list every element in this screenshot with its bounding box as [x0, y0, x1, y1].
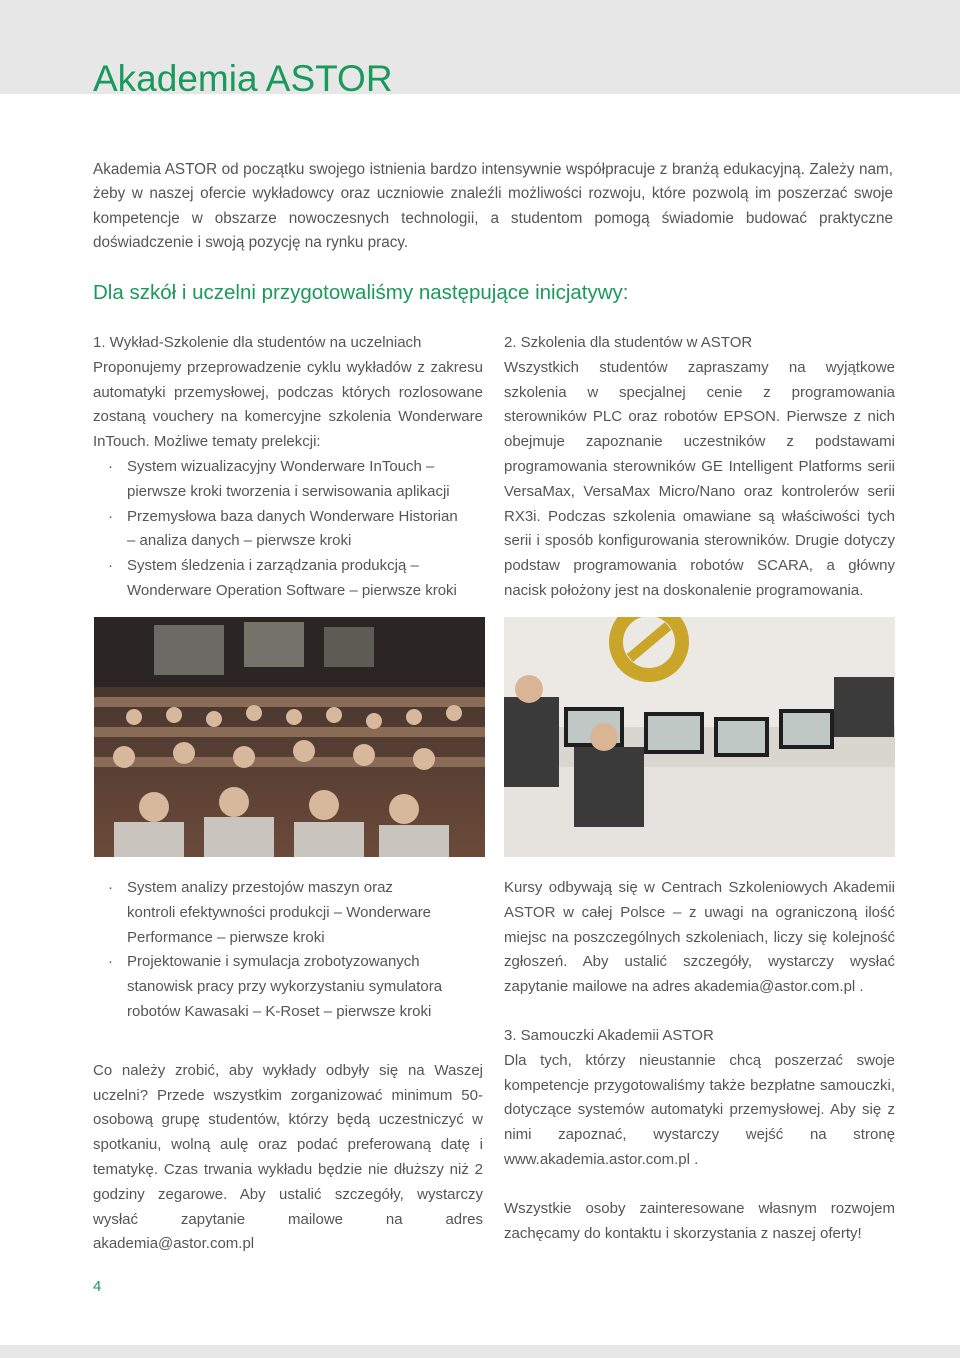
topics-list — [93, 455, 483, 604]
intro-paragraph: Akademia ASTOR od początku swojego istnienia bardzo intensywnie współpracuje z branżą edukacyjną. Zależy nam, żeby w naszej ofercie wykładowcy oraz uczniowie znaleźli możliwości rozwoju, które pozwolą im poszerzać swoje kompetencje w obszarze nowoczesnych technologii, a studentom pomogą świadomie budować praktyczne doświadczenie i swoją pozycję na rynku pracy. — [93, 161, 893, 252]
list-item-line: Przemysłowa baza danych Wonderware Historian — [127, 507, 458, 525]
list-item — [93, 505, 483, 555]
section-1-text: Proponujemy przeprowadzenie cyklu wykładów z zakresu automatyki przemysłowej, podczas których rozlosowane zostaną vouchery na komercyjne szkolenia Wonderware InTouch. Możliwe tematy prelekcji: — [93, 358, 483, 451]
page-title: Akademia ASTOR — [93, 58, 393, 99]
section-subheading: Dla szkół i uczelni przygotowaliśmy następujące inicjatywy: — [93, 281, 629, 304]
list-item-line: – analiza danych – pierwsze kroki — [127, 532, 352, 550]
section-2-heading: 2. Szkolenia dla studentów w ASTOR — [504, 334, 753, 351]
closing-text: Wszystkie osoby zainteresowane własnym rozwojem zachęcamy do kontaktu i skorzystania z naszej oferty! — [504, 1199, 895, 1242]
section-2-upper — [504, 331, 895, 604]
section-3-text: Dla tych, którzy nieustannie chcą poszerzać swoje kompetencje przygotowaliśmy także bezpłatne samouczki, dotyczące systemów automatyki przemysłowej. Aby się z nimi zapoznać, wystarczy wejść na stronę www.akademia.astor.com.pl . — [504, 1051, 895, 1168]
lecture-hall-photo — [94, 617, 485, 857]
list-item-line: pierwsze kroki tworzenia i serwisowania aplikacji — [127, 482, 450, 500]
section-2-text: Wszystkich studentów zapraszamy na wyjątkowe szkolenia w specjalnej cenie z programowania sterowników PLC oraz robotów EPSON. Pierwsze z nich obejmuje zapoznanie uczestników z podstawami programowania sterowników GE Intelligent Platforms serii VersaMax, VersaMax Micro/Nano oraz kontrolerów serii RX3i. Podczas szkolenia omawiane są właściwości tych serii i sposób konfigurowania sterowników. Drugie dotyczy podstaw programowania robotów SCARA, a główny nacisk położony jest na doskonalenie programowania. — [504, 358, 895, 599]
list-item-line: Projektowanie i symulacja zrobotyzowanych — [127, 953, 420, 971]
bullet-icon: · — [108, 557, 113, 575]
training-room-photo — [504, 617, 895, 857]
section-1-howto: Co należy zrobić, aby wykłady odbyły się na Waszej uczelni? Przede wszystkim zorganizować minimum 50- osobową grupę studentów, którzy będą uczestniczyć w spotkaniu, wolną aulę oraz podać preferowaną datę i tematykę. Czas trwania wykładu będzie nie dłuższy niż 2 godziny zegarowe. Aby ustalić szczegóły, wystarczy wysłać zapytanie mailowe na adres akademia@astor.com.pl — [93, 1061, 483, 1253]
section-2-courses: Kursy odbywają się w Centrach Szkoleniowych Akademii ASTOR w całej Polsce – z uwagi na ograniczoną ilość miejsc na poszczególnych szkoleniach, liczy się kolejność zgłoszeń. Aby ustalić szczegóły, wystarczy wysłać zapytanie mailowe na adres akademia@astor.com.pl . — [504, 879, 895, 996]
bullet-icon: · — [108, 457, 113, 475]
section-3-heading: 3. Samouczki Akademii ASTOR — [504, 1026, 714, 1044]
bullet-icon: · — [108, 879, 113, 896]
section-1-upper — [93, 331, 483, 604]
page-number: 4 — [93, 1278, 102, 1295]
list-item — [93, 950, 483, 1024]
footer-band — [0, 1345, 960, 1358]
list-item — [93, 876, 483, 950]
list-item-line: stanowisk pracy przy wykorzystaniu symulatora — [127, 978, 443, 996]
list-item — [93, 455, 483, 505]
bullet-icon: · — [108, 507, 113, 525]
list-item-line: robotów Kawasaki – K-Roset – pierwsze kroki — [127, 1002, 432, 1020]
list-item-line: System analizy przestojów maszyn oraz — [127, 879, 393, 896]
bullet-icon: · — [108, 953, 113, 971]
list-item-line: System śledzenia i zarządzania produkcją – — [127, 557, 419, 575]
list-item-line: System wizualizacyjny Wonderware InTouch – — [127, 457, 435, 475]
list-item-line: Wonderware Operation Software – pierwsze kroki — [127, 581, 457, 599]
list-item — [93, 554, 483, 604]
topics-list-continued — [93, 876, 483, 1025]
section-1-heading: 1. Wykład-Szkolenie dla studentów na uczelniach — [93, 334, 422, 351]
section-2-3-lower — [504, 876, 895, 1246]
section-1-lower — [93, 876, 483, 1257]
list-item-line: Performance – pierwsze kroki — [127, 928, 325, 946]
list-item-line: kontroli efektywności produkcji – Wonderware — [127, 903, 432, 921]
